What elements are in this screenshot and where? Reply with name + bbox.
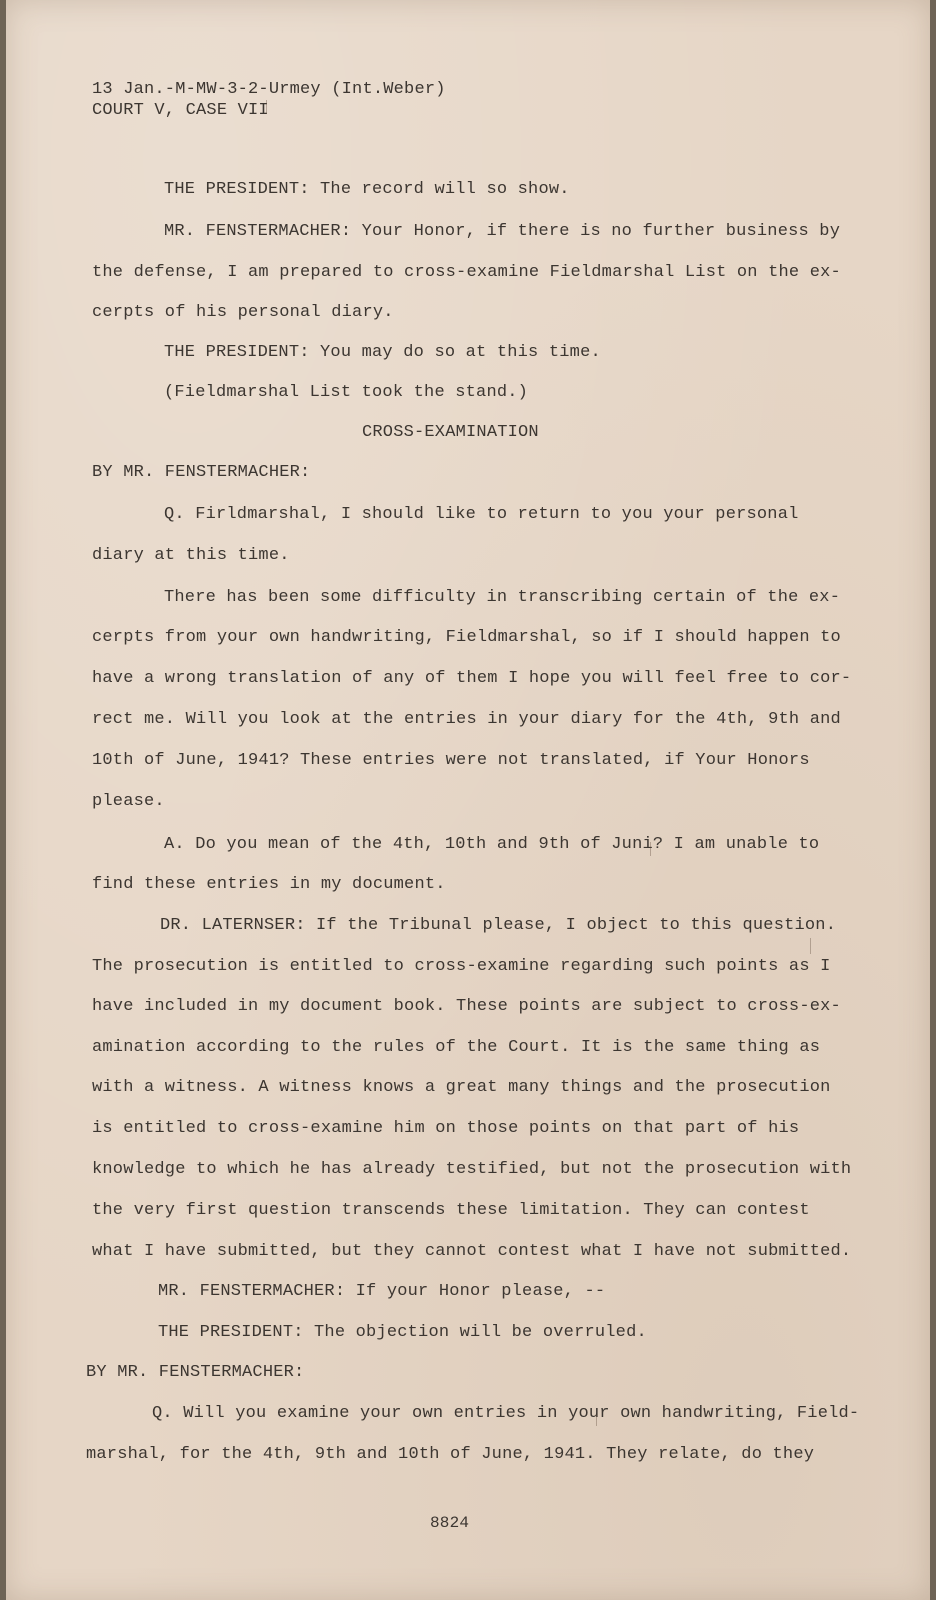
transcript-line: MR. FENSTERMACHER: If your Honor please, -- <box>158 1282 606 1301</box>
transcript-line: have a wrong translation of any of them I hope you will feel free to cor- <box>92 669 852 688</box>
transcript-line: The prosecution is entitled to cross-examine regarding such points as I <box>92 957 831 976</box>
typed-page <box>6 0 930 1600</box>
transcript-line: A. Do you mean of the 4th, 10th and 9th of Juni? I am unable to <box>164 835 820 854</box>
transcript-line: the very first question transcends these limitation. They can contest <box>92 1201 810 1220</box>
transcript-line: knowledge to which he has already testified, but not the prosecution with <box>92 1160 852 1179</box>
transcript-line: cerpts of his personal diary. <box>92 303 394 322</box>
section-heading: CROSS-EXAMINATION <box>362 423 539 442</box>
transcript-line: MR. FENSTERMACHER: Your Honor, if there is no further business by <box>164 222 841 241</box>
transcript-line: please. <box>92 792 165 811</box>
transcript-line: (Fieldmarshal List took the stand.) <box>164 383 529 402</box>
transcript-line: 10th of June, 1941? These entries were not translated, if Your Honors <box>92 751 810 770</box>
transcript-line: THE PRESIDENT: The record will so show. <box>164 180 570 199</box>
transcript-line: diary at this time. <box>92 546 290 565</box>
transcript-line: Q. Will you examine your own entries in your own handwriting, Field- <box>152 1404 860 1423</box>
paper-mark <box>810 938 811 954</box>
transcript-line: DR. LATERNSER: If the Tribunal please, I object to this question. <box>160 916 837 935</box>
transcript-line: is entitled to cross-examine him on those points on that part of his <box>92 1119 800 1138</box>
transcript-line: amination according to the rules of the Court. It is the same thing as <box>92 1038 821 1057</box>
paper-mark <box>596 1414 597 1426</box>
transcript-line: BY MR. FENSTERMACHER: <box>86 1363 305 1382</box>
header-line-1: 13 Jan.-M-MW-3-2-Urmey (Int.Weber) <box>92 80 446 99</box>
transcript-line: rect me. Will you look at the entries in your diary for the 4th, 9th and <box>92 710 841 729</box>
transcript-line: marshal, for the 4th, 9th and 10th of June, 1941. They relate, do they <box>86 1445 815 1464</box>
transcript-line: cerpts from your own handwriting, Fieldmarshal, so if I should happen to <box>92 628 841 647</box>
transcript-line: the defense, I am prepared to cross-examine Fieldmarshal List on the ex- <box>92 263 841 282</box>
header-line-2: COURT V, CASE VII <box>92 101 269 120</box>
transcript-line: THE PRESIDENT: You may do so at this time. <box>164 343 601 362</box>
transcript-line: THE PRESIDENT: The objection will be overruled. <box>158 1323 647 1342</box>
transcript-line: what I have submitted, but they cannot contest what I have not submitted. <box>92 1242 852 1261</box>
paper-mark <box>650 842 651 856</box>
transcript-line: Q. Firldmarshal, I should like to return to you your personal <box>164 505 799 524</box>
transcript-line: find these entries in my document. <box>92 875 446 894</box>
transcript-line: with a witness. A witness knows a great many things and the prosecution <box>92 1078 831 1097</box>
transcript-line: There has been some difficulty in transcribing certain of the ex- <box>164 588 841 607</box>
transcript-line: BY MR. FENSTERMACHER: <box>92 463 311 482</box>
paper-mark <box>266 100 267 114</box>
transcript-line: have included in my document book. These points are subject to cross-ex- <box>92 997 841 1016</box>
page-number: 8824 <box>430 1514 470 1532</box>
